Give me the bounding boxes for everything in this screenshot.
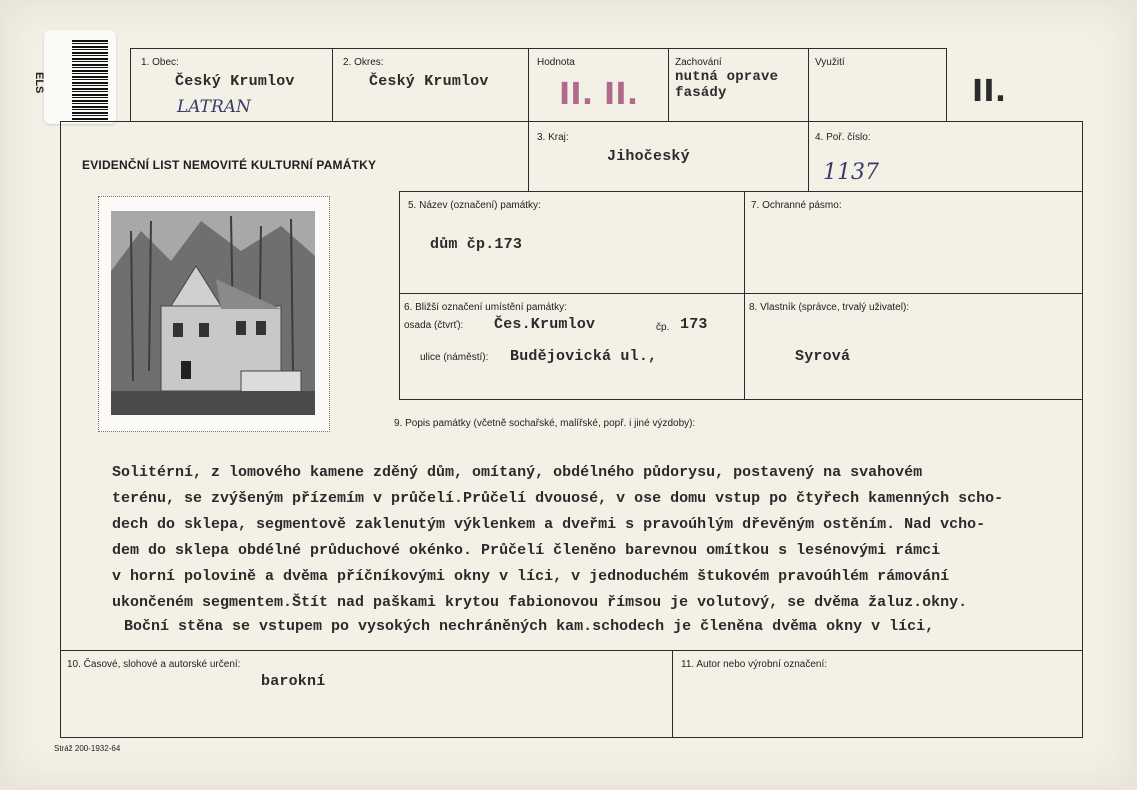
obec-cell: 1. Obec: Český Krumlov LATRAN	[130, 48, 333, 122]
print-code: Stráž 200-1932-64	[54, 744, 121, 753]
barcode-icon	[72, 40, 108, 120]
vlastnik-cell: 8. Vlastník (správce, trvalý uživatel): Syrová	[744, 293, 1083, 400]
monument-photo	[111, 211, 315, 415]
obec-handwritten: LATRAN	[177, 97, 251, 117]
house-photo-icon	[111, 211, 315, 415]
kraj-cell: 3. Kraj: Jihočeský	[528, 121, 809, 192]
popis-line: dem do sklepa obdélné průduchové okénko. Průčelí členěno barevnou omítkou s lesénovými rámci	[112, 542, 941, 559]
cp-value: 173	[680, 316, 708, 333]
osada-value: Čes.Krumlov	[494, 316, 596, 333]
vyuziti-cell: Využití	[808, 48, 947, 122]
popis-line: ukončeném segmentem.Štít nad paškami krytou fabionovou římsou je volutový, se dvěma žaluz.okny.	[112, 594, 968, 611]
casove-value: barokní	[261, 673, 326, 690]
popis-line: v horní polovině a dvěma příčníkovými okny v líci, v jednoduchém štukovém pravoúhlém rámování	[112, 568, 950, 585]
kraj-value: Jihočeský	[607, 148, 690, 165]
popis-line: terénu, se zvýšeným přízemím v průčelí.Průčelí dvouosé, v ose domu vstup po čtyřech kamenných scho-	[112, 490, 1004, 507]
popis-line: Boční stěna se vstupem po vysokých nechráněných kam.schodech je členěna dvěma okny v líci,	[124, 618, 935, 635]
casove-cell: 10. Časové, slohové a autorské určení: barokní	[60, 650, 673, 738]
barcode-label: ELS	[33, 72, 45, 94]
photo-frame	[98, 196, 330, 432]
por-cislo-cell: 4. Poř. číslo: 1137	[808, 121, 1083, 192]
ulice-value: Budějovická ul.,	[510, 348, 658, 365]
ochranne-pasmo-cell: 7. Ochranné pásmo:	[744, 191, 1083, 294]
zachovani-cell: Zachování nutná oprave fasády	[668, 48, 809, 122]
popis-line: Solitérní, z lomového kamene zděný dům, omítaný, obdélného půdorysu, postavený na svahovém	[112, 464, 923, 481]
popis-label: 9. Popis památky (včetně sochařské, malířské, popř. i jiné výzdoby):	[394, 418, 696, 429]
okres-value: Český Krumlov	[369, 73, 489, 90]
category-value: II.	[972, 74, 1007, 109]
vlastnik-value: Syrová	[795, 348, 851, 365]
okres-cell: 2. Okres: Český Krumlov	[332, 48, 529, 122]
page-title: EVIDENČNÍ LIST NEMOVITÉ KULTURNÍ PAMÁTKY	[82, 158, 377, 172]
hodnota-value: II. II.	[559, 77, 639, 112]
nazev-value: dům čp.173	[430, 236, 523, 253]
autor-cell: 11. Autor nebo výrobní označení:	[672, 650, 1083, 738]
blizsi-cell: 6. Bližší označení umístění památky: osada (čtvrť): Čes.Krumlov čp. 173 ulice (náměstí): Budějovická ul.,	[399, 293, 745, 400]
nazev-cell: 5. Název (označení) památky: dům čp.173	[399, 191, 745, 294]
por-cislo-value: 1137	[823, 160, 879, 185]
obec-value: Český Krumlov	[175, 73, 295, 90]
hodnota-cell: Hodnota II. II.	[528, 48, 669, 122]
barcode-sticker	[33, 30, 116, 124]
popis-line: dech do sklepa, segmentově zaklenutým výklenkem a dveřmi s pravoúhlým dřevěným ostěním. Nad vcho-	[112, 516, 986, 533]
document-page	[4, 2, 1132, 786]
